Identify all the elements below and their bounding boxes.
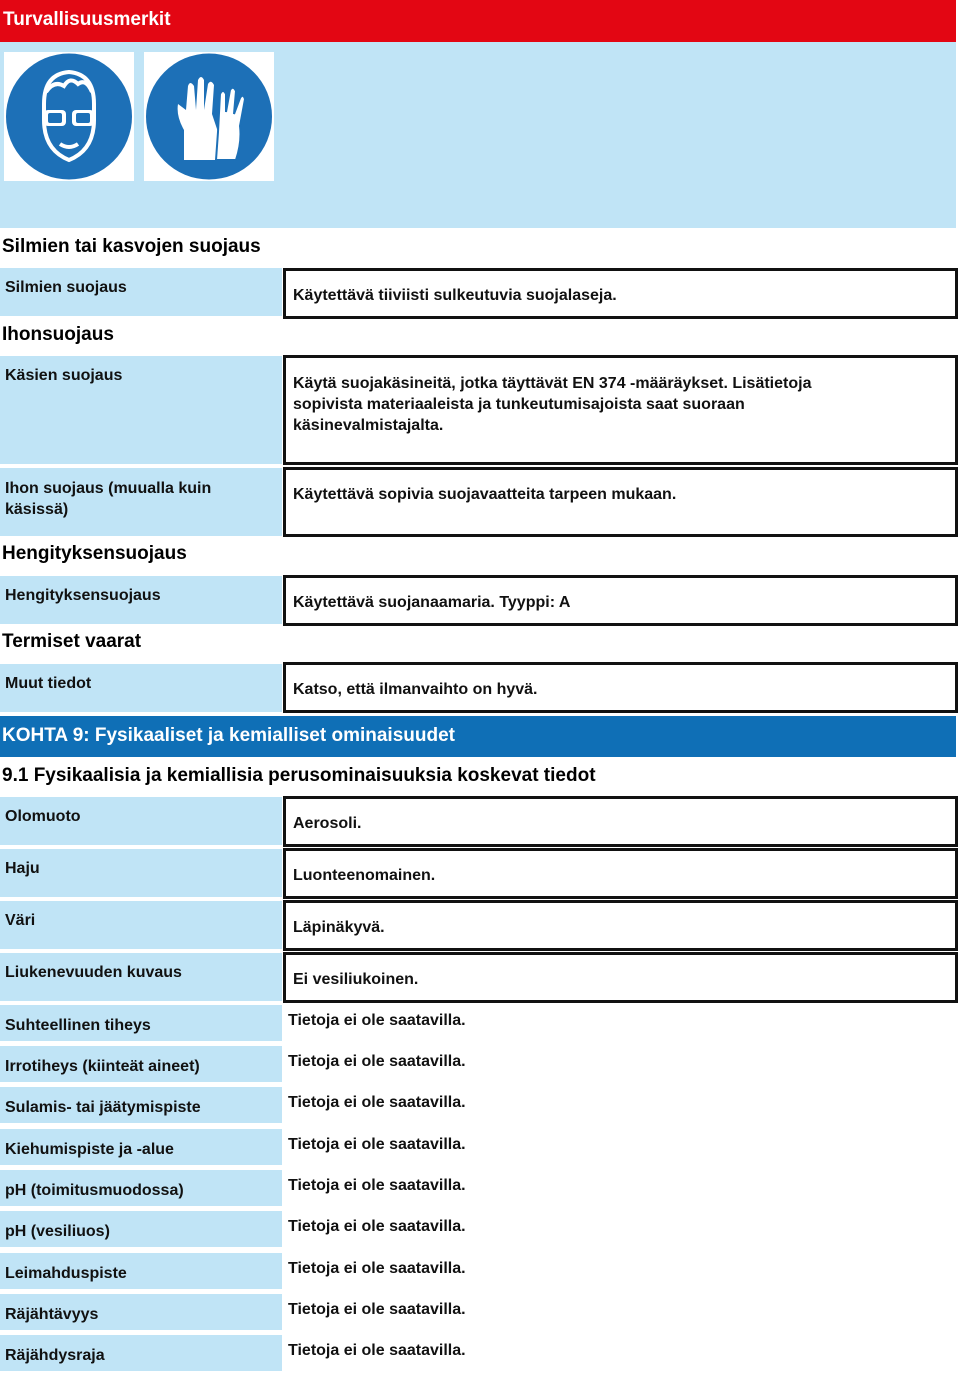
section-9-header: KOHTA 9: Fysikaaliset ja kemialliset ominaisuudet [0, 716, 956, 757]
label-line: käsissä) [5, 501, 69, 518]
value-form: Aerosoli. [283, 796, 958, 847]
value-line: Käytä suojakäsineitä, jotka täyttävät EN 374 -määräykset. Lisätietoja [293, 375, 812, 392]
value-explosivity: Tietoja ei ole saatavilla. [288, 1301, 466, 1318]
value-boiling-point: Tietoja ei ole saatavilla. [288, 1136, 466, 1153]
label-form: Olomuoto [0, 797, 282, 845]
value-line: käsinevalmistajalta. [293, 417, 444, 434]
label-other-info: Muut tiedot [0, 664, 282, 712]
gloves-sign-icon [144, 52, 274, 181]
value-ph-solution: Tietoja ei ole saatavilla. [288, 1218, 466, 1235]
value-respiratory-protection: Käytettävä suojanaamaria. Tyyppi: A [283, 575, 958, 626]
label-line: Ihon suojaus (muualla kuin [5, 480, 212, 497]
heading-eye-face-protection: Silmien tai kasvojen suojaus [2, 236, 261, 257]
label-bulk-density: Irrotiheys (kiinteät aineet) [0, 1046, 282, 1082]
label-ph-as-supplied: pH (toimitusmuodossa) [0, 1170, 282, 1206]
value-ph-as-supplied: Tietoja ei ole saatavilla. [288, 1177, 466, 1194]
label-body-skin-protection [0, 468, 282, 536]
value-relative-density: Tietoja ei ole saatavilla. [288, 1012, 466, 1029]
heading-thermal-hazards: Termiset vaarat [2, 631, 142, 652]
label-explosivity: Räjähtävyys [0, 1294, 282, 1330]
heading-skin-protection: Ihonsuojaus [2, 324, 114, 345]
value-other-info: Katso, että ilmanvaihto on hyvä. [283, 662, 958, 713]
value-odor: Luonteenomainen. [283, 848, 958, 899]
value-line: sopivista materiaaleista ja tunkeutumisajoista saat suoraan [293, 396, 745, 413]
value-hand-protection [283, 355, 958, 465]
value-bulk-density: Tietoja ei ole saatavilla. [288, 1053, 466, 1070]
label-flash-point: Leimahduspiste [0, 1253, 282, 1289]
label-odor: Haju [0, 849, 282, 897]
heading-respiratory-protection: Hengityksensuojaus [2, 543, 187, 564]
value-explosion-limit: Tietoja ei ole saatavilla. [288, 1342, 466, 1359]
label-hand-protection: Käsien suojaus [0, 356, 282, 464]
value-melting-point: Tietoja ei ole saatavilla. [288, 1094, 466, 1111]
label-melting-point: Sulamis- tai jäätymispiste [0, 1087, 282, 1123]
label-respiratory-protection: Hengityksensuojaus [0, 576, 282, 624]
value-color: Läpinäkyvä. [283, 900, 958, 951]
label-relative-density: Suhteellinen tiheys [0, 1005, 282, 1041]
subheading-9-1: 9.1 Fysikaalisia ja kemiallisia perusominaisuuksia koskevat tiedot [2, 765, 596, 786]
value-eye-protection: Käytettävä tiiviisti sulkeutuvia suojalaseja. [283, 268, 958, 319]
label-explosion-limit: Räjähdysraja [0, 1335, 282, 1371]
eye-protection-sign-icon [4, 52, 134, 181]
label-solubility: Liukenevuuden kuvaus [0, 953, 282, 1001]
label-ph-solution: pH (vesiliuos) [0, 1211, 282, 1247]
value-solubility: Ei vesiliukoinen. [283, 952, 958, 1003]
label-color: Väri [0, 901, 282, 949]
label-eye-protection: Silmien suojaus [0, 268, 282, 316]
value-flash-point: Tietoja ei ole saatavilla. [288, 1260, 466, 1277]
section-header-safety-signs: Turvallisuusmerkit [0, 0, 956, 42]
label-boiling-point: Kiehumispiste ja -alue [0, 1129, 282, 1165]
value-body-skin-protection: Käytettävä sopivia suojavaatteita tarpeen mukaan. [283, 467, 958, 537]
